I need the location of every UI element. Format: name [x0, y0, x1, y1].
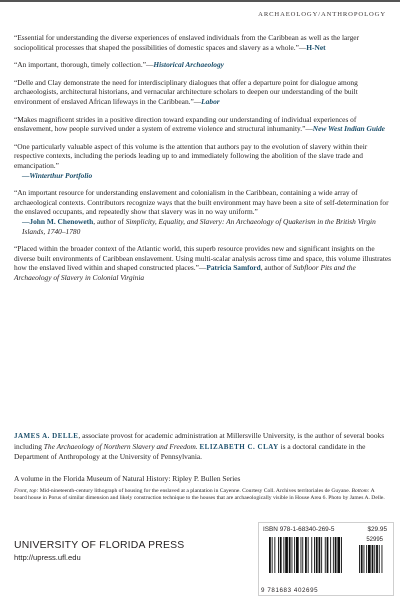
barcode-bar — [316, 537, 318, 573]
addon-bar — [361, 545, 363, 573]
blurb-quote: “Delle and Clay demonstrate the need for interdisciplinary dialogues that offer a departure point for dialogue among archaeologists, architectural historians, and vernacular architecture scholars to deepen our understanding of the built environment of enslaved African lifeways in the Caribbean.”— — [14, 77, 358, 106]
barcode-bar — [311, 537, 312, 573]
barcode-bar — [296, 537, 299, 573]
barcode-bar — [289, 537, 291, 573]
editor-name: JAMES A. DELLE — [14, 432, 79, 440]
barcode-box — [258, 522, 394, 596]
credit-label: Bottom: — [351, 488, 370, 494]
publisher-url[interactable]: http://upress.ufl.edu — [14, 553, 81, 562]
barcode-bar — [341, 537, 342, 573]
series-note: A volume in the Florida Museum of Natural History: Ripley P. Bullen Series — [14, 474, 241, 483]
blurb-samford — [14, 244, 392, 282]
blurb-source: Labor — [201, 96, 220, 106]
blurb-book: Subfloor Pits and the Archaeology of Slavery in Colonial Virginia — [14, 263, 356, 282]
top-rule — [0, 0, 400, 2]
barcode-bar — [283, 537, 284, 573]
image-credits — [14, 488, 386, 502]
barcode-bar — [302, 537, 303, 573]
blurb-quote: “An important, thorough, timely collection.”— — [14, 60, 154, 70]
addon-bar — [368, 545, 371, 573]
blurb-new-west-indian-guide — [14, 115, 392, 134]
barcode-bar — [269, 537, 271, 573]
editor-bio-text: , associate provost for academic administration at Millersville University, is the author of several books including — [14, 431, 385, 451]
publisher-name: UNIVERSITY OF FLORIDA PRESS — [14, 540, 185, 551]
blurb-book: Simplicity, Equality, and Slavery: An Archaeology of Quakerism in the British Virgin Islands, 1740–1780 — [22, 216, 376, 236]
addon-bar — [379, 545, 380, 573]
blurb-source: Historical Archaeology — [153, 60, 224, 70]
addon-bar — [376, 545, 378, 573]
editor-book: The Archaeology of Northern Slavery and Freedom. — [43, 441, 198, 451]
barcode-bar — [274, 537, 275, 573]
addon-code: 52995 — [366, 537, 383, 543]
credit-text: Mid-nineteenth-century lithograph of housing for the enslaved at a plantation in Cayenne. Courtesy Coll. Archives territoriales de Guyane. — [38, 488, 352, 494]
category-label: ARCHAEOLOGY/ANTHROPOLOGY — [258, 11, 386, 18]
blurb-source: New West Indian Guide — [312, 124, 385, 134]
barcode-bar — [321, 537, 322, 573]
price-text: $29.95 — [367, 526, 387, 533]
addon-bar — [366, 545, 367, 573]
barcode-bar — [325, 537, 326, 573]
addon-bar — [374, 545, 375, 573]
barcode-bar — [285, 537, 288, 573]
blurb-quote: “Placed within the broader context of the Atlantic world, this superb resource provides new and significant insights on the diverse built environments of Caribbean enslavement. Using multi-scalar analysis across time and space, this volume illustrates how the enslaved lived within and shaped constructed places.”— — [14, 244, 392, 273]
blurb-person: Patricia Samford — [206, 263, 261, 273]
addon-bar — [364, 545, 365, 573]
blurbs — [14, 33, 392, 290]
blurb-quote: “One particularly valuable aspect of this volume is the attention that authors pay to the evolution of slavery within their respective contexts, including the periods leading up to and immediately following the abolition of the slave trade and emancipation.” — [14, 141, 368, 170]
barcode-bar — [335, 537, 337, 573]
barcode-bar — [319, 537, 321, 573]
barcode-bar — [333, 537, 334, 573]
editor-bio — [14, 431, 392, 462]
blurb-historical-archaeology — [14, 60, 392, 70]
isbn-text: ISBN 978-1-68340-269-5 — [263, 526, 335, 533]
publisher-block — [14, 540, 184, 562]
blurb-attribution — [14, 217, 392, 236]
barcode-bar — [337, 537, 340, 573]
barcode-bar — [330, 537, 331, 573]
barcode-bar — [314, 537, 315, 573]
blurb-quote: “Makes magnificent strides in a positive direction toward expanding our understanding of individual experiences of enslavement, how people survived under a system of extreme violence and structural inhumanity.”— — [14, 114, 357, 134]
editor-name: ELIZABETH C. CLAY — [199, 442, 279, 451]
credit-label: Front, top: — [14, 488, 39, 494]
blurb-person: —John M. Chenoweth — [22, 216, 94, 226]
barcode-bar — [294, 537, 295, 573]
blurb-hnet — [14, 33, 392, 52]
barcode-graphic — [261, 535, 391, 585]
blurb-quote: “An important resource for understanding enslavement and colonialism in the Caribbean, containing a wide array of archaeological contexts. Contributors recognize ways that the built environment may have been a site of self-determination for the enslaved occupants, and repeatedly show that slavery was in no way uniform.” — [14, 188, 389, 217]
blurb-source: H-Net — [306, 42, 326, 52]
addon-bar — [372, 545, 374, 573]
barcode-bar — [305, 537, 307, 573]
barcode-bar — [278, 537, 279, 573]
blurb-attribution-text: , author of — [93, 216, 126, 226]
barcode-bar — [272, 537, 273, 573]
blurb-chenoweth — [14, 188, 392, 236]
barcode-bar — [327, 537, 329, 573]
barcode-bar — [292, 537, 293, 573]
blurb-attribution-text: , author of — [260, 263, 294, 273]
blurb-source: —Winterthur Portfolio — [22, 170, 93, 180]
blurb-quote: “Essential for understanding the diverse experiences of enslaved individuals from the Caribbean as well as the larger sociopolitical processes that shaped the possibilities of domestic spaces and slavery as a whole.”— — [14, 33, 360, 52]
blurb-winterthur-portfolio — [14, 142, 392, 180]
credit-text: A board house in Porus of similar dimension and likely construction technique to the houses that are archaeologically visible in House Area 6. Photo by James A. Delle. — [14, 488, 385, 502]
barcode-bar — [280, 537, 282, 573]
editor-bio-text: is a doctoral candidate in the Department of Anthropology at the University of Pennsylvania. — [14, 441, 366, 462]
addon-bar — [382, 545, 383, 573]
barcode-digits: 9 781683 402695 — [261, 587, 319, 594]
barcode-bar — [301, 537, 302, 573]
addon-bar — [359, 545, 360, 573]
blurb-labor — [14, 78, 392, 107]
barcode-bar — [308, 537, 309, 573]
